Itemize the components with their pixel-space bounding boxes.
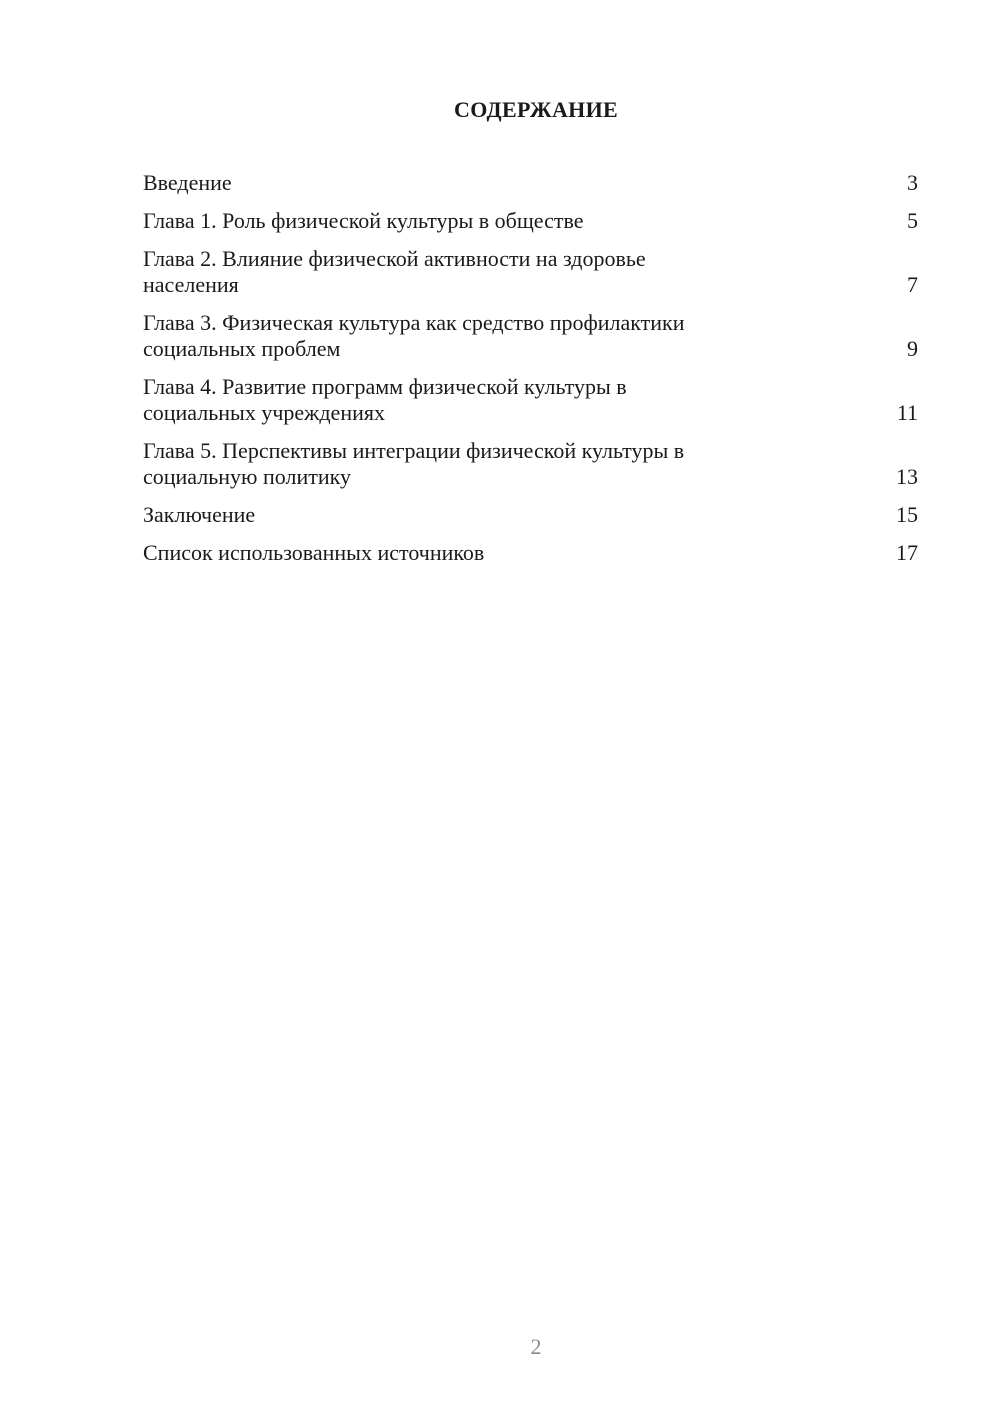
toc-entry-label: Глава 5. Перспективы интеграции физической культуры в социальную политику xyxy=(143,438,685,489)
toc-entry-label: Глава 1. Роль физической культуры в обществе xyxy=(143,208,584,233)
toc-entry-page: 9 xyxy=(907,336,918,361)
toc-entry-page: 11 xyxy=(896,400,918,425)
toc-entry-label: Заключение xyxy=(143,502,256,527)
toc-entry-label: Список использованных источников xyxy=(143,540,485,565)
toc-entry-chapter-2[interactable] xyxy=(143,246,918,298)
toc-entry-label: Глава 3. Физическая культура как средство профилактики социальных проблем xyxy=(143,310,685,361)
toc-entry-chapter-4[interactable] xyxy=(143,374,918,426)
page-number: 2 xyxy=(530,1334,542,1359)
toc-entry-chapter-3[interactable] xyxy=(143,310,918,362)
table-of-contents xyxy=(143,170,918,578)
toc-entry-page: 3 xyxy=(907,170,918,195)
toc-entry-label: Введение xyxy=(143,170,232,195)
toc-entry-page: 15 xyxy=(896,502,918,527)
toc-entry-chapter-1[interactable] xyxy=(143,208,918,234)
toc-title: СОДЕРЖАНИЕ xyxy=(454,97,618,122)
toc-entry-chapter-5[interactable] xyxy=(143,438,918,490)
toc-entry-references[interactable] xyxy=(143,540,918,566)
toc-entry-conclusion[interactable] xyxy=(143,502,918,528)
toc-entry-page: 17 xyxy=(896,540,918,565)
toc-entry-label: Глава 2. Влияние физической активности на здоровье населения xyxy=(143,246,646,297)
toc-entry-page: 5 xyxy=(907,208,918,233)
toc-entry-page: 13 xyxy=(896,464,918,489)
toc-entry-label: Глава 4. Развитие программ физической культуры в социальных учреждениях xyxy=(143,374,627,425)
toc-entry-introduction[interactable] xyxy=(143,170,918,196)
toc-entry-page: 7 xyxy=(907,272,918,297)
